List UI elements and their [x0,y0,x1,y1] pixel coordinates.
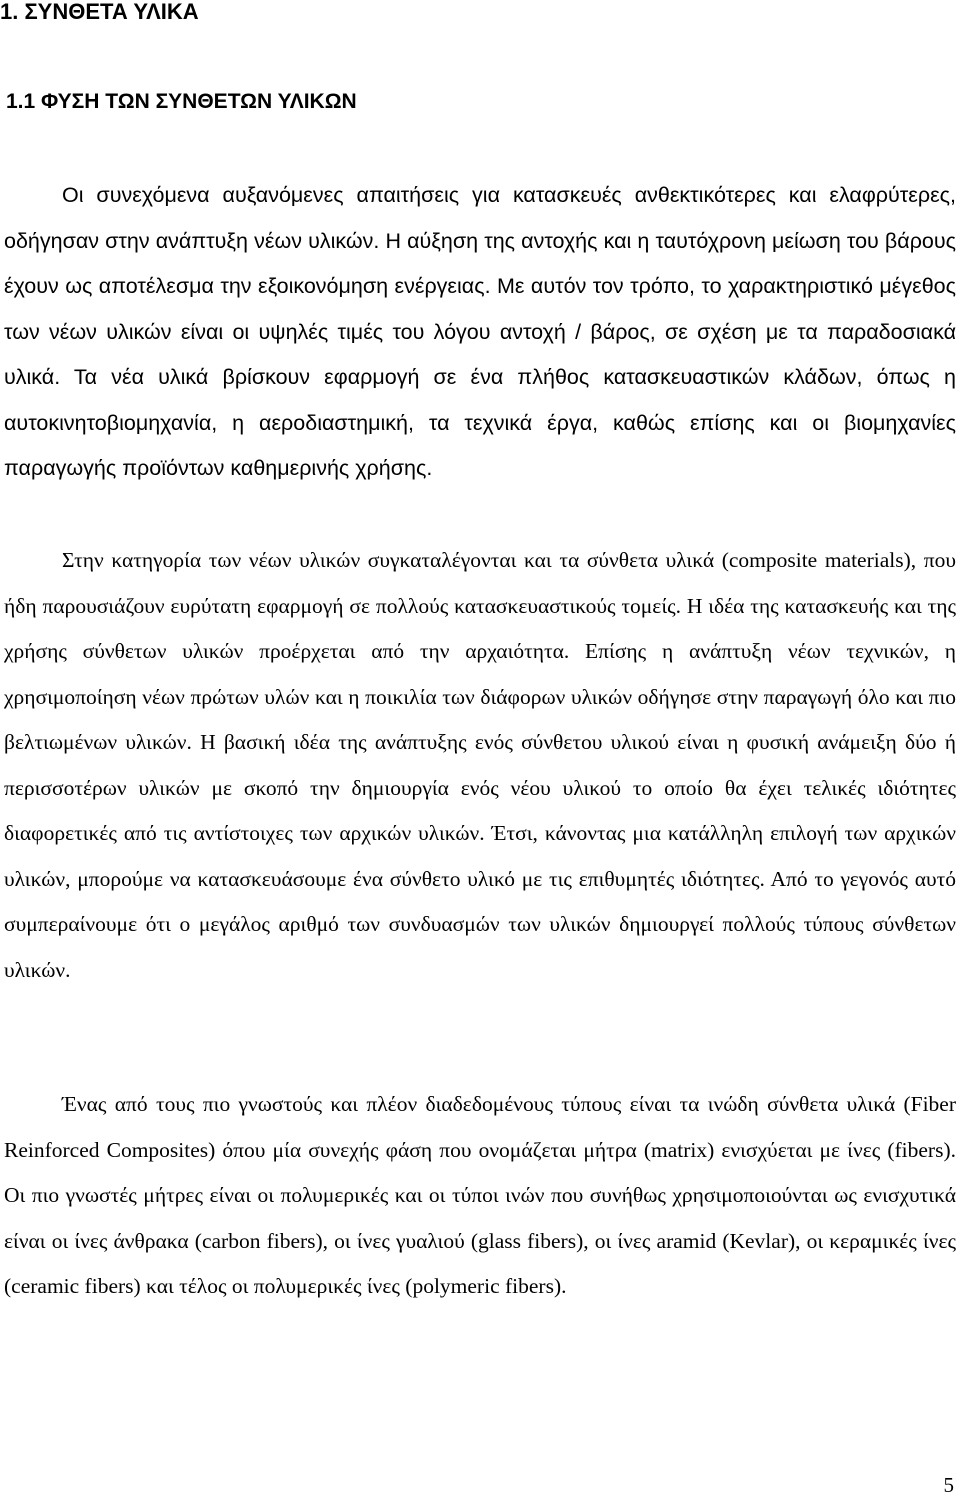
paragraph-fiber-composites: Ένας από τους πιο γνωστούς και πλέον διαδεδομένους τύπους είναι τα ινώδη σύνθετα υλικά (Fiber Reinforced Composites) όπου μία συνεχής φάση που ονομάζεται μήτρα (matrix) ενισχύεται με ίνες (fibers). Οι πιο γνωστές μήτρες είναι οι πολυμερικές και οι τύποι ινών που συνήθως χρησιμοποιούνται ως ενισχυτικά είναι οι ίνες άνθρακα (carbon fibers), οι ίνες γυαλιού (glass fibers), οι ίνες aramid (Kevlar), οι κεραμικές ίνες (ceramic fibers) και τέλος οι πολυμερικές ίνες (polymeric fibers). [4,1092,956,1298]
paragraph-intro: Οι συνεχόμενα αυξανόμενες απαιτήσεις για κατασκευές ανθεκτικότερες και ελαφρύτερες, οδήγησαν στην ανάπτυξη νέων υλικών. Η αύξηση της αντοχής και η ταυτόχρονη μείωση του βάρους έχουν ως αποτέλεσμα την εξοικονόμηση ενέργειας. Με αυτόν τον τρόπο, το χαρακτηριστικό μέγεθος των νέων υλικών είναι οι υψηλές τιμές του λόγου αντοχή / βάρος, σε σχέση με τα παραδοσιακά υλικά. Τα νέα υλικά βρίσκουν εφαρμογή σε ένα πλήθος κατασκευαστικών κλάδων, όπως η αυτοκινητοβιομηχανία, η αεροδιαστημική, τα τεχνικά έργα, καθώς επίσης και οι βιομηχανίες παραγωγής προϊόντων καθημερινής χρήσης. [4,183,956,480]
page-number: 5 [943,1473,954,1497]
section-title: 1.1 ΦΥΣΗ ΤΩΝ ΣΥΝΘΕΤΩΝ ΥΛΙΚΩΝ [6,90,357,113]
chapter-title: 1. ΣΥΝΘΕΤΑ ΥΛΙΚΑ [0,0,199,24]
paragraph-composites: Στην κατηγορία των νέων υλικών συγκαταλέγονται και τα σύνθετα υλικά (composite materials), που ήδη παρουσιάζουν ευρύτατη εφαρμογή σε πολλούς κατασκευαστικούς τομείς. Η ιδέα της κατασκευής και της χρήσης σύνθετων υλικών προέρχεται από την αρχαιότητα. Επίσης η ανάπτυξη νέων τεχνικών, η χρησιμοποίηση νέων πρώτων υλών και η ποικιλία των διάφορων υλικών οδήγησε στην παραγωγή όλο και πιο βελτιωμένων υλικών. Η βασική ιδέα της ανάπτυξης ενός σύνθετου υλικού είναι η φυσική ανάμειξη δύο ή περισσοτέρων υλικών με σκοπό την δημιουργία ενός νέου υλικού το οποίο θα έχει τελικές ιδιότητες διαφορετικές από τις αντίστοιχες των αρχικών υλικών. Έτσι, κάνοντας μια κατάλληλη επιλογή των αρχικών υλικών, μπορούμε να κατασκευάσουμε ένα σύνθετο υλικό με τις επιθυμητές ιδιότητες. Από το γεγονός αυτό συμπεραίνουμε ότι ο μεγάλος αριθμό των συνδυασμών των υλικών δημιουργεί πολλούς τύπους σύνθετων υλικών. [4,548,956,982]
